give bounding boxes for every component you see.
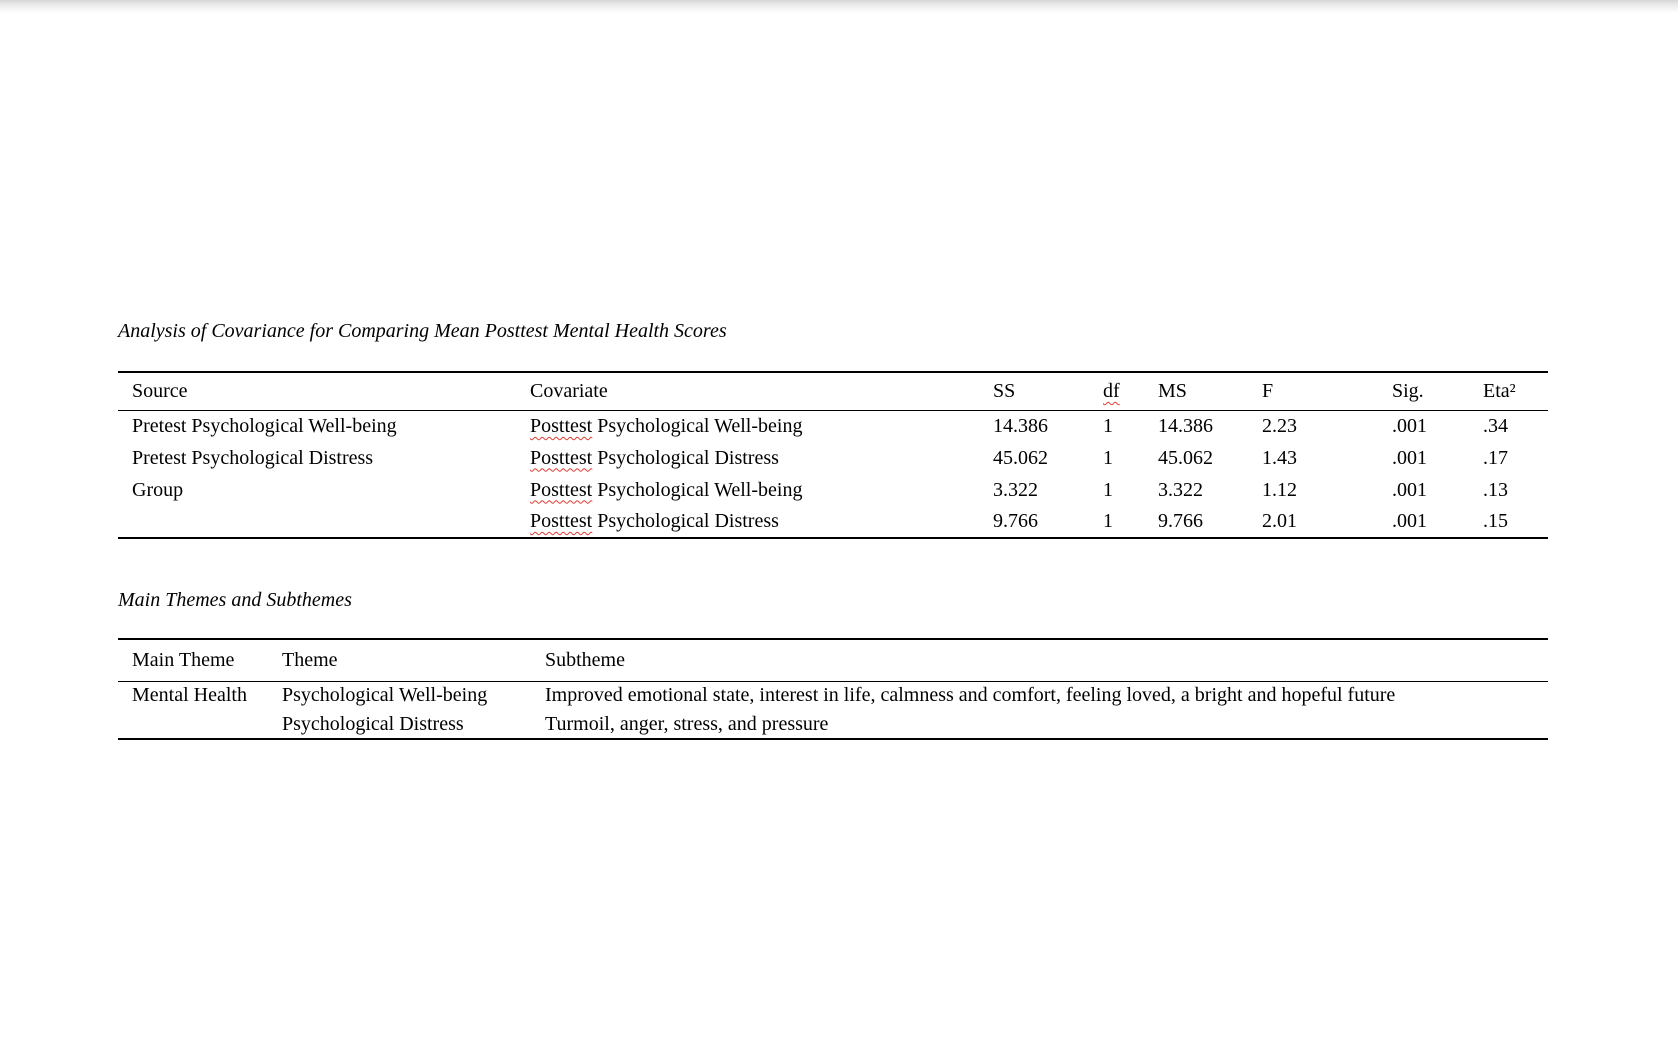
cell-ss: 9.766 <box>993 506 1103 538</box>
cell-df: 1 <box>1103 506 1158 538</box>
header-sig: Sig. <box>1392 372 1483 410</box>
cell-f: 2.01 <box>1262 506 1392 538</box>
ancova-row <box>118 474 1548 506</box>
header-main-theme: Main Theme <box>118 639 282 681</box>
ancova-header-row <box>118 372 1548 410</box>
themes-row <box>118 710 1548 739</box>
cell-source: Group <box>132 478 184 501</box>
misspelled-word: Posttest <box>530 478 593 501</box>
ancova-table-title: Analysis of Covariance for Comparing Mean Posttest Mental Health Scores <box>118 320 727 342</box>
header-ms: MS <box>1158 372 1262 410</box>
cell-subtheme: Improved emotional state, interest in life, calmness and comfort, feeling loved, a bright and hopeful future <box>545 684 1396 707</box>
misspelled-word: Posttest <box>530 446 593 469</box>
cell-df: 1 <box>1103 478 1113 501</box>
header-covariate: Covariate <box>530 372 993 410</box>
cell-covariate <box>530 474 993 506</box>
cell-subtheme: Turmoil, anger, stress, and pressure <box>545 710 1548 739</box>
header-subtheme: Subtheme <box>545 639 1548 681</box>
cell-eta-squared: .34 <box>1483 414 1508 437</box>
cell-main-theme <box>118 710 282 739</box>
cell-theme: Psychological Well-being <box>282 684 488 707</box>
cell-sig: .001 <box>1392 446 1427 469</box>
header-source: Source <box>118 372 530 410</box>
cell-ms: 45.062 <box>1158 446 1213 469</box>
header-eta-squared: Eta² <box>1483 372 1548 410</box>
cell-ms: 14.386 <box>1158 414 1213 437</box>
cell-source <box>118 506 530 538</box>
ancova-row <box>118 410 1548 442</box>
cell-sig: .001 <box>1392 478 1427 501</box>
covariate-rest: Psychological Distress <box>592 510 779 532</box>
header-theme: Theme <box>282 639 545 681</box>
cell-covariate <box>530 442 993 474</box>
covariate-rest: Psychological Well-being <box>592 414 803 437</box>
cell-eta-squared: .13 <box>1483 478 1508 501</box>
misspelled-word: Posttest <box>530 510 593 532</box>
header-ss: SS <box>993 372 1103 410</box>
cell-main-theme: Mental Health <box>132 684 247 707</box>
ancova-table <box>118 371 1548 539</box>
cell-ss: 3.322 <box>993 478 1038 501</box>
ancova-row <box>118 442 1548 474</box>
cell-sig: .001 <box>1392 506 1483 538</box>
cell-ms: 9.766 <box>1158 506 1262 538</box>
cell-f: 2.23 <box>1262 414 1297 437</box>
cell-ss: 14.386 <box>993 414 1048 437</box>
covariate-rest: Psychological Well-being <box>592 478 803 501</box>
cell-f: 1.43 <box>1262 446 1297 469</box>
cell-f: 1.12 <box>1262 478 1297 501</box>
themes-row <box>118 681 1548 710</box>
cell-df: 1 <box>1103 414 1113 437</box>
cell-eta-squared: .15 <box>1483 506 1548 538</box>
cell-source: Pretest Psychological Distress <box>132 446 374 469</box>
cell-eta-squared: .17 <box>1483 446 1508 469</box>
themes-table <box>118 638 1548 740</box>
header-df: df <box>1103 372 1158 410</box>
cell-df: 1 <box>1103 446 1113 469</box>
page-top-edge-shadow <box>0 0 1678 13</box>
cell-theme: Psychological Distress <box>282 710 545 739</box>
cell-covariate <box>530 410 993 442</box>
cell-ss: 45.062 <box>993 446 1048 469</box>
misspelled-word: Posttest <box>530 414 593 437</box>
cell-ms: 3.322 <box>1158 478 1203 501</box>
cell-covariate <box>530 506 993 538</box>
header-f: F <box>1262 372 1392 410</box>
cell-sig: .001 <box>1392 414 1427 437</box>
themes-header-row <box>118 639 1548 681</box>
covariate-rest: Psychological Distress <box>592 446 779 469</box>
cell-source: Pretest Psychological Well-being <box>132 414 397 437</box>
themes-table-title: Main Themes and Subthemes <box>118 589 352 611</box>
ancova-row <box>118 506 1548 538</box>
